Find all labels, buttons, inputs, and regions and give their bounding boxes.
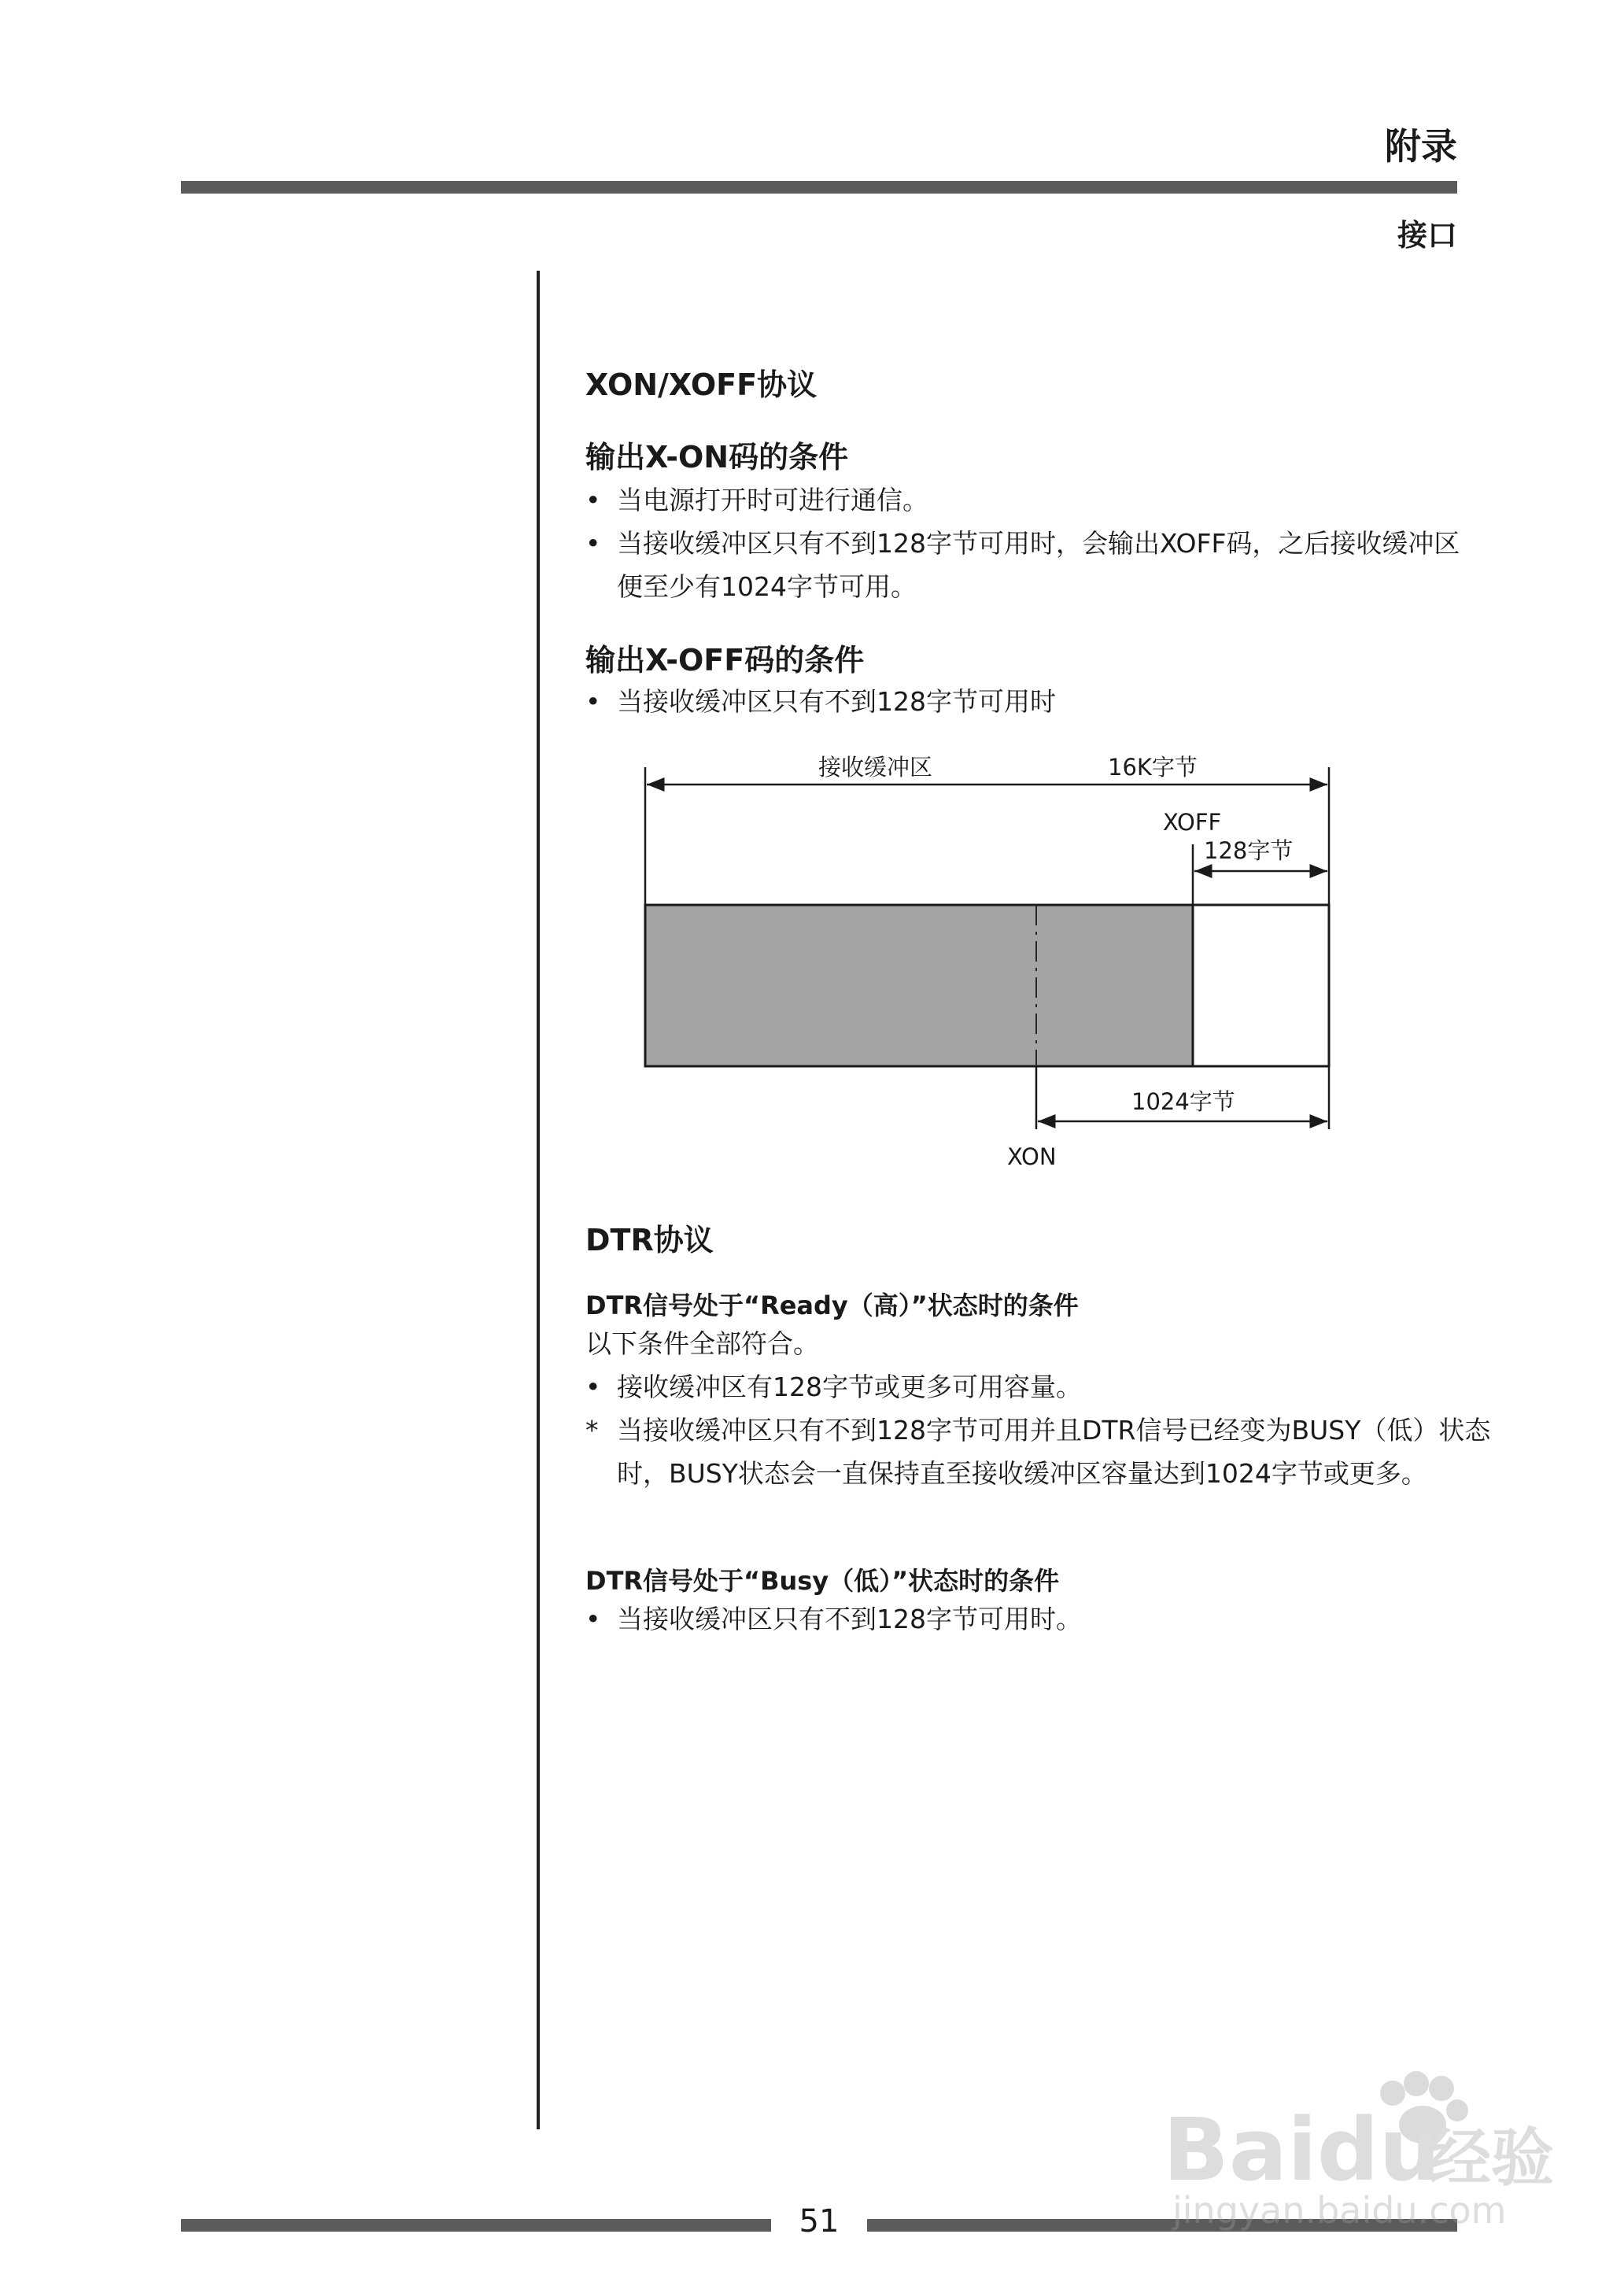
- buffer-label: 接收缓冲区: [818, 754, 933, 781]
- list-item: • 当电源打开时可进行通信。: [585, 478, 1460, 522]
- note-marker: *: [585, 1415, 599, 1446]
- xoff-bullet-list: [585, 680, 1460, 723]
- xon-bullet-list: [585, 478, 1460, 608]
- buffer-diagram: [637, 751, 1345, 1176]
- used-buffer-region: [645, 905, 1193, 1066]
- xon-span-label: 1024字节: [1131, 1088, 1235, 1115]
- page-number: 51: [799, 2203, 840, 2239]
- dtr-ready-note: [585, 1409, 1492, 1495]
- dtr-busy-heading: DTR信号处于“Busy（低）”状态时的条件: [585, 1566, 1060, 1596]
- baidu-watermark: [1157, 2062, 1597, 2235]
- dtr-ready-bullet-list: [585, 1365, 1460, 1409]
- margin-rule: [537, 271, 540, 2129]
- dtr-ready-heading: DTR信号处于“Ready（高）”状态时的条件: [585, 1291, 1079, 1320]
- list-item: • 当接收缓冲区只有不到128字节可用时。: [585, 1597, 1460, 1641]
- list-item: • 当接收缓冲区只有不到128字节可用时: [585, 680, 1460, 723]
- xon-xoff-title: XON/XOFF协议: [585, 367, 818, 402]
- watermark-url: jingyan.baidu.com: [1172, 2189, 1507, 2232]
- xoff-heading: 输出X-OFF码的条件: [585, 643, 865, 678]
- free-buffer-region: [1193, 905, 1329, 1066]
- xon-label: XON: [1007, 1143, 1057, 1170]
- header-divider: [181, 181, 1457, 194]
- watermark-brand: Baidu: [1163, 2099, 1441, 2200]
- dtr-title: DTR协议: [585, 1223, 714, 1257]
- buffer-capacity-label: 16K字节: [1108, 754, 1198, 781]
- list-item: • 接收缓冲区有128字节或更多可用容量。: [585, 1365, 1460, 1409]
- watermark-brand-cn: 经验: [1428, 2121, 1554, 2195]
- section-title: 附录: [1385, 125, 1457, 168]
- xon-heading: 输出X-ON码的条件: [585, 440, 849, 474]
- dtr-ready-intro: 以下条件全部符合。: [585, 1328, 819, 1359]
- xoff-label: XOFF: [1163, 809, 1222, 836]
- xoff-span-label: 128字节: [1204, 837, 1294, 864]
- footer-bar-left: [181, 2219, 771, 2232]
- list-item: • 当接收缓冲区只有不到128字节可用时，会输出XOFF码，之后接收缓冲区便至少有1024字节可用。: [585, 522, 1460, 608]
- note-text: 当接收缓冲区只有不到128字节可用并且DTR信号已经变为BUSY（低）状态时，BUSY状态会一直保持直至接收缓冲区容量达到1024字节或更多。: [617, 1415, 1491, 1489]
- section-subtitle: 接口: [1397, 218, 1457, 253]
- dtr-busy-bullet-list: [585, 1597, 1460, 1641]
